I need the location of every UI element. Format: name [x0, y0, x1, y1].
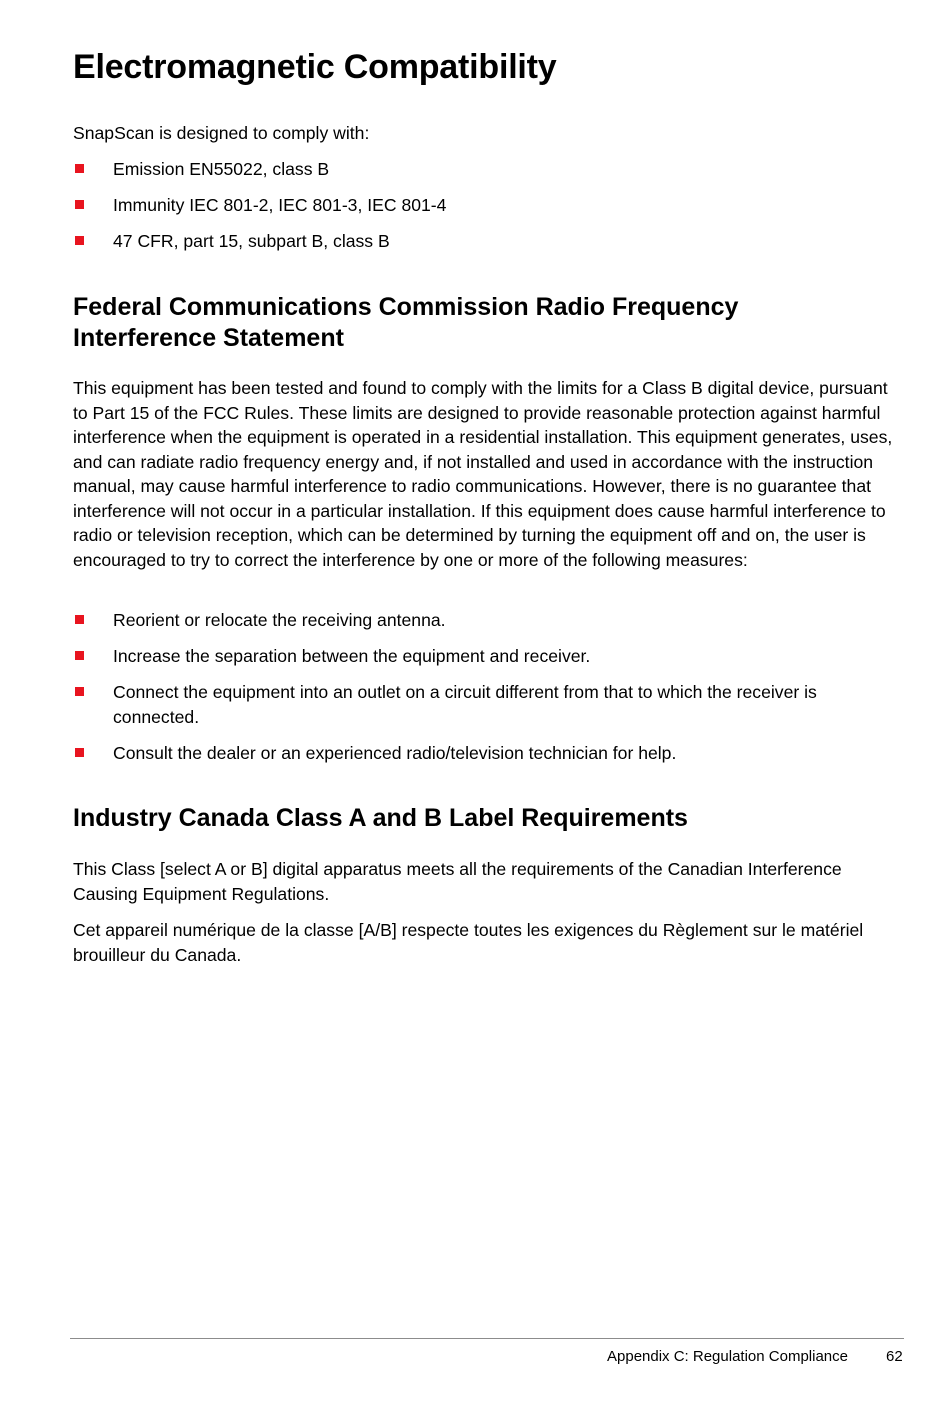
fcc-measure-item: Consult the dealer or an experienced radio/television technician for help.	[73, 741, 903, 766]
emc-list-item: 47 CFR, part 15, subpart B, class B	[73, 229, 903, 254]
square-bullet-icon	[75, 687, 84, 696]
square-bullet-icon	[75, 748, 84, 757]
emc-list-item: Immunity IEC 801-2, IEC 801-3, IEC 801-4	[73, 193, 903, 218]
canada-paragraph-fr: Cet appareil numérique de la classe [A/B] respecte toutes les exigences du Règlement sur le matériel brouilleur du Canada.	[73, 920, 864, 965]
emc-intro: SnapScan is designed to comply with:	[73, 123, 370, 143]
page-title: Electromagnetic Compatibility	[73, 48, 557, 86]
fcc-measures-list	[73, 608, 903, 765]
fcc-measure-item: Reorient or relocate the receiving antenna.	[73, 608, 903, 633]
footer-divider	[70, 1338, 904, 1339]
canada-section-en	[73, 857, 903, 906]
fcc-paragraph: This equipment has been tested and found to comply with the limits for a Class B digital device, pursuant to Part 15 of the FCC Rules. These limits are designed to provide reasonable protection against harmful interference when the equipment is operated in a residential installation. This equipment generates, uses, and can radiate radio frequency energy and, if not installed and used in accordance with the instruction manual, may cause harmful interference to radio communications. However, there is no guarantee that interference will not occur in a particular installation. If this equipment does cause harmful interference to radio or television reception, which can be determined by turning the equipment off and on, the user is encouraged to try to correct the interference by one or more of the following measures:	[73, 378, 893, 570]
fcc-heading-container	[73, 292, 833, 354]
canada-heading-container	[73, 803, 903, 834]
square-bullet-icon	[75, 615, 84, 624]
square-bullet-icon	[75, 651, 84, 660]
canada-paragraph-en: This Class [select A or B] digital apparatus meets all the requirements of the Canadian Interference Causing Equipment Regulations.	[73, 859, 842, 904]
page-number: 62	[886, 1348, 903, 1365]
emc-list-container	[73, 157, 903, 265]
fcc-measure-item: Connect the equipment into an outlet on a circuit different from that to which the receiver is connected.	[73, 680, 903, 729]
fcc-section	[73, 376, 903, 572]
fcc-measures-container	[73, 608, 903, 777]
footer-title: Appendix C: Regulation Compliance	[607, 1348, 848, 1365]
canada-heading: Industry Canada Class A and B Label Requirements	[73, 804, 688, 832]
square-bullet-icon	[75, 164, 84, 173]
square-bullet-icon	[75, 236, 84, 245]
emc-list-item: Emission EN55022, class B	[73, 157, 903, 182]
fcc-measure-item: Increase the separation between the equipment and receiver.	[73, 644, 903, 669]
canada-section-fr	[73, 918, 903, 967]
fcc-heading: Federal Communications Commission Radio Frequency Interference Statement	[73, 293, 739, 352]
emc-section	[73, 121, 903, 146]
square-bullet-icon	[75, 200, 84, 209]
emc-list	[73, 157, 903, 254]
